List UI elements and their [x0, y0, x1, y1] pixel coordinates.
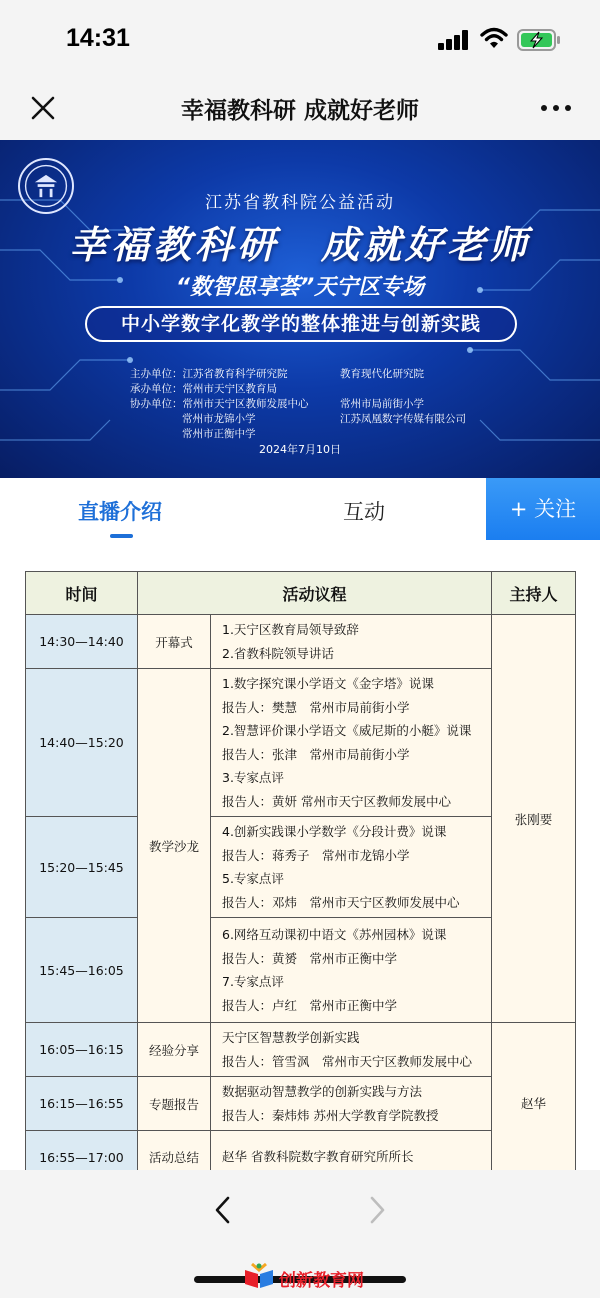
session-cell: 教学沙龙: [138, 669, 211, 1023]
tab-interact[interactable]: 互动: [343, 500, 385, 524]
detail-cell: [211, 1077, 492, 1131]
header-agenda: 活动议程: [138, 572, 492, 615]
banner-org-co-1: 协办单位：常州市天宁区教师发展中心: [130, 398, 309, 410]
time-cell: 14:30—14:40: [26, 615, 138, 669]
header-time: 时间: [26, 572, 138, 615]
session-cell: 开幕式: [138, 615, 211, 669]
time-cell: 16:05—16:15: [26, 1023, 138, 1077]
time-cell: 16:15—16:55: [26, 1077, 138, 1131]
detail-line: 天宁区智慧教学创新实践: [222, 1030, 360, 1045]
banner-headline: 幸福教科研 成就好老师: [68, 222, 531, 267]
detail-line: 报告人：樊慧 常州市局前街小学: [222, 699, 410, 715]
banner-event-name: “数智思享荟”天宁区专场: [175, 275, 425, 300]
detail-line: 1.数字探究课小学语文《金字塔》说课: [222, 676, 434, 691]
active-tab-indicator: [110, 534, 133, 538]
banner-org-co-4: 江苏凤凰数字传媒有限公司: [340, 413, 466, 425]
cellular-signal-icon: [438, 30, 470, 50]
detail-line: 报告人：管雪沨 常州市天宁区教师发展中心: [222, 1053, 473, 1069]
tab-bar: [0, 478, 600, 540]
detail-line: 报告人：张津 常州市局前街小学: [222, 746, 410, 762]
detail-line: 报告人：邓炜 常州市天宁区教师发展中心: [222, 894, 460, 910]
time-cell: 15:45—16:05: [26, 918, 138, 1023]
detail-line: 报告人：黄妍 常州市天宁区教师发展中心: [222, 793, 451, 809]
detail-line: 数据驱动智慧教学的创新实践与方法: [222, 1084, 423, 1099]
detail-line: 报告人：蒋秀子 常州市龙锦小学: [222, 847, 410, 863]
header-host: 主持人: [492, 572, 576, 615]
banner-org-organizer: 承办单位：常州市天宁区教育局: [130, 383, 277, 395]
session-cell: 专题报告: [138, 1077, 211, 1131]
detail-line: 4.创新实践课小学数学《分段计费》说课: [222, 824, 447, 839]
table-row: [26, 615, 576, 669]
banner-subtitle: 江苏省教科院公益活动: [205, 193, 395, 213]
detail-line: 3.专家点评: [222, 770, 284, 785]
host-cell: 张刚要: [492, 615, 576, 1023]
top-navigation-bar: [0, 78, 600, 140]
agenda-table: [25, 571, 576, 1184]
watermark-text: 创新教育网: [279, 1271, 364, 1291]
detail-line: 6.网络互动课初中语文《苏州园林》说课: [222, 927, 447, 942]
battery-charging-icon: [517, 29, 561, 51]
banner-org-host-2: 教育现代化研究院: [340, 368, 424, 380]
detail-cell: [211, 615, 492, 669]
detail-line: 5.专家点评: [222, 871, 284, 886]
event-banner: [0, 140, 600, 478]
detail-line: 报告人：卢红 常州市正衡中学: [222, 997, 398, 1013]
table-header-row: [26, 572, 576, 615]
detail-line: 赵华 省教科院数字教育研究所所长: [222, 1149, 414, 1165]
detail-cell: [211, 817, 492, 918]
session-cell: 活动总结: [138, 1131, 211, 1184]
status-bar: [0, 0, 600, 78]
tab-intro[interactable]: 直播介绍: [78, 500, 162, 524]
agenda-content: [0, 540, 600, 1170]
banner-org-co-2: 常州市局前街小学: [340, 398, 424, 410]
page-title: 幸福教科研 成就好老师: [180, 98, 419, 124]
banner-theme: 中小学数字化教学的整体推进与创新实践: [85, 306, 517, 342]
detail-cell: [211, 918, 492, 1023]
time-cell: 15:20—15:45: [26, 817, 138, 918]
table-row: [26, 1023, 576, 1077]
more-options-icon[interactable]: [538, 96, 574, 120]
detail-cell: [211, 1023, 492, 1077]
time-cell: 14:40—15:20: [26, 669, 138, 817]
time-cell: 16:55—17:00: [26, 1131, 138, 1184]
banner-org-co-3: 常州市龙锦小学: [182, 413, 256, 425]
detail-line: 2.智慧评价课小学语文《威尼斯的小艇》说课: [222, 723, 472, 738]
detail-cell: [211, 669, 492, 817]
detail-line: 报告人：秦炜炜 苏州大学教育学院教授: [222, 1107, 439, 1123]
detail-line: 7.专家点评: [222, 974, 284, 989]
host-cell: 赵华: [492, 1023, 576, 1184]
forward-arrow-icon[interactable]: [362, 1192, 392, 1228]
detail-line: 报告人：黄赟 常州市正衡中学: [222, 950, 398, 966]
status-time: 14:31: [66, 24, 130, 52]
bottom-navigation-bar: [0, 1170, 600, 1298]
back-arrow-icon[interactable]: [208, 1192, 238, 1228]
detail-line: 1.天宁区教育局领导致辞: [222, 622, 359, 637]
banner-date: 2024年7月10日: [259, 443, 341, 456]
wifi-icon: [480, 27, 508, 49]
follow-button[interactable]: + 关注: [486, 478, 600, 540]
banner-org-co-5: 常州市正衡中学: [182, 428, 256, 440]
session-cell: 经验分享: [138, 1023, 211, 1077]
book-logo-icon: [242, 1262, 276, 1290]
watermark: [242, 1262, 364, 1291]
detail-line: 2.省教科院领导讲话: [222, 645, 334, 661]
banner-org-host: 主办单位：江苏省教育科学研究院: [130, 368, 288, 380]
